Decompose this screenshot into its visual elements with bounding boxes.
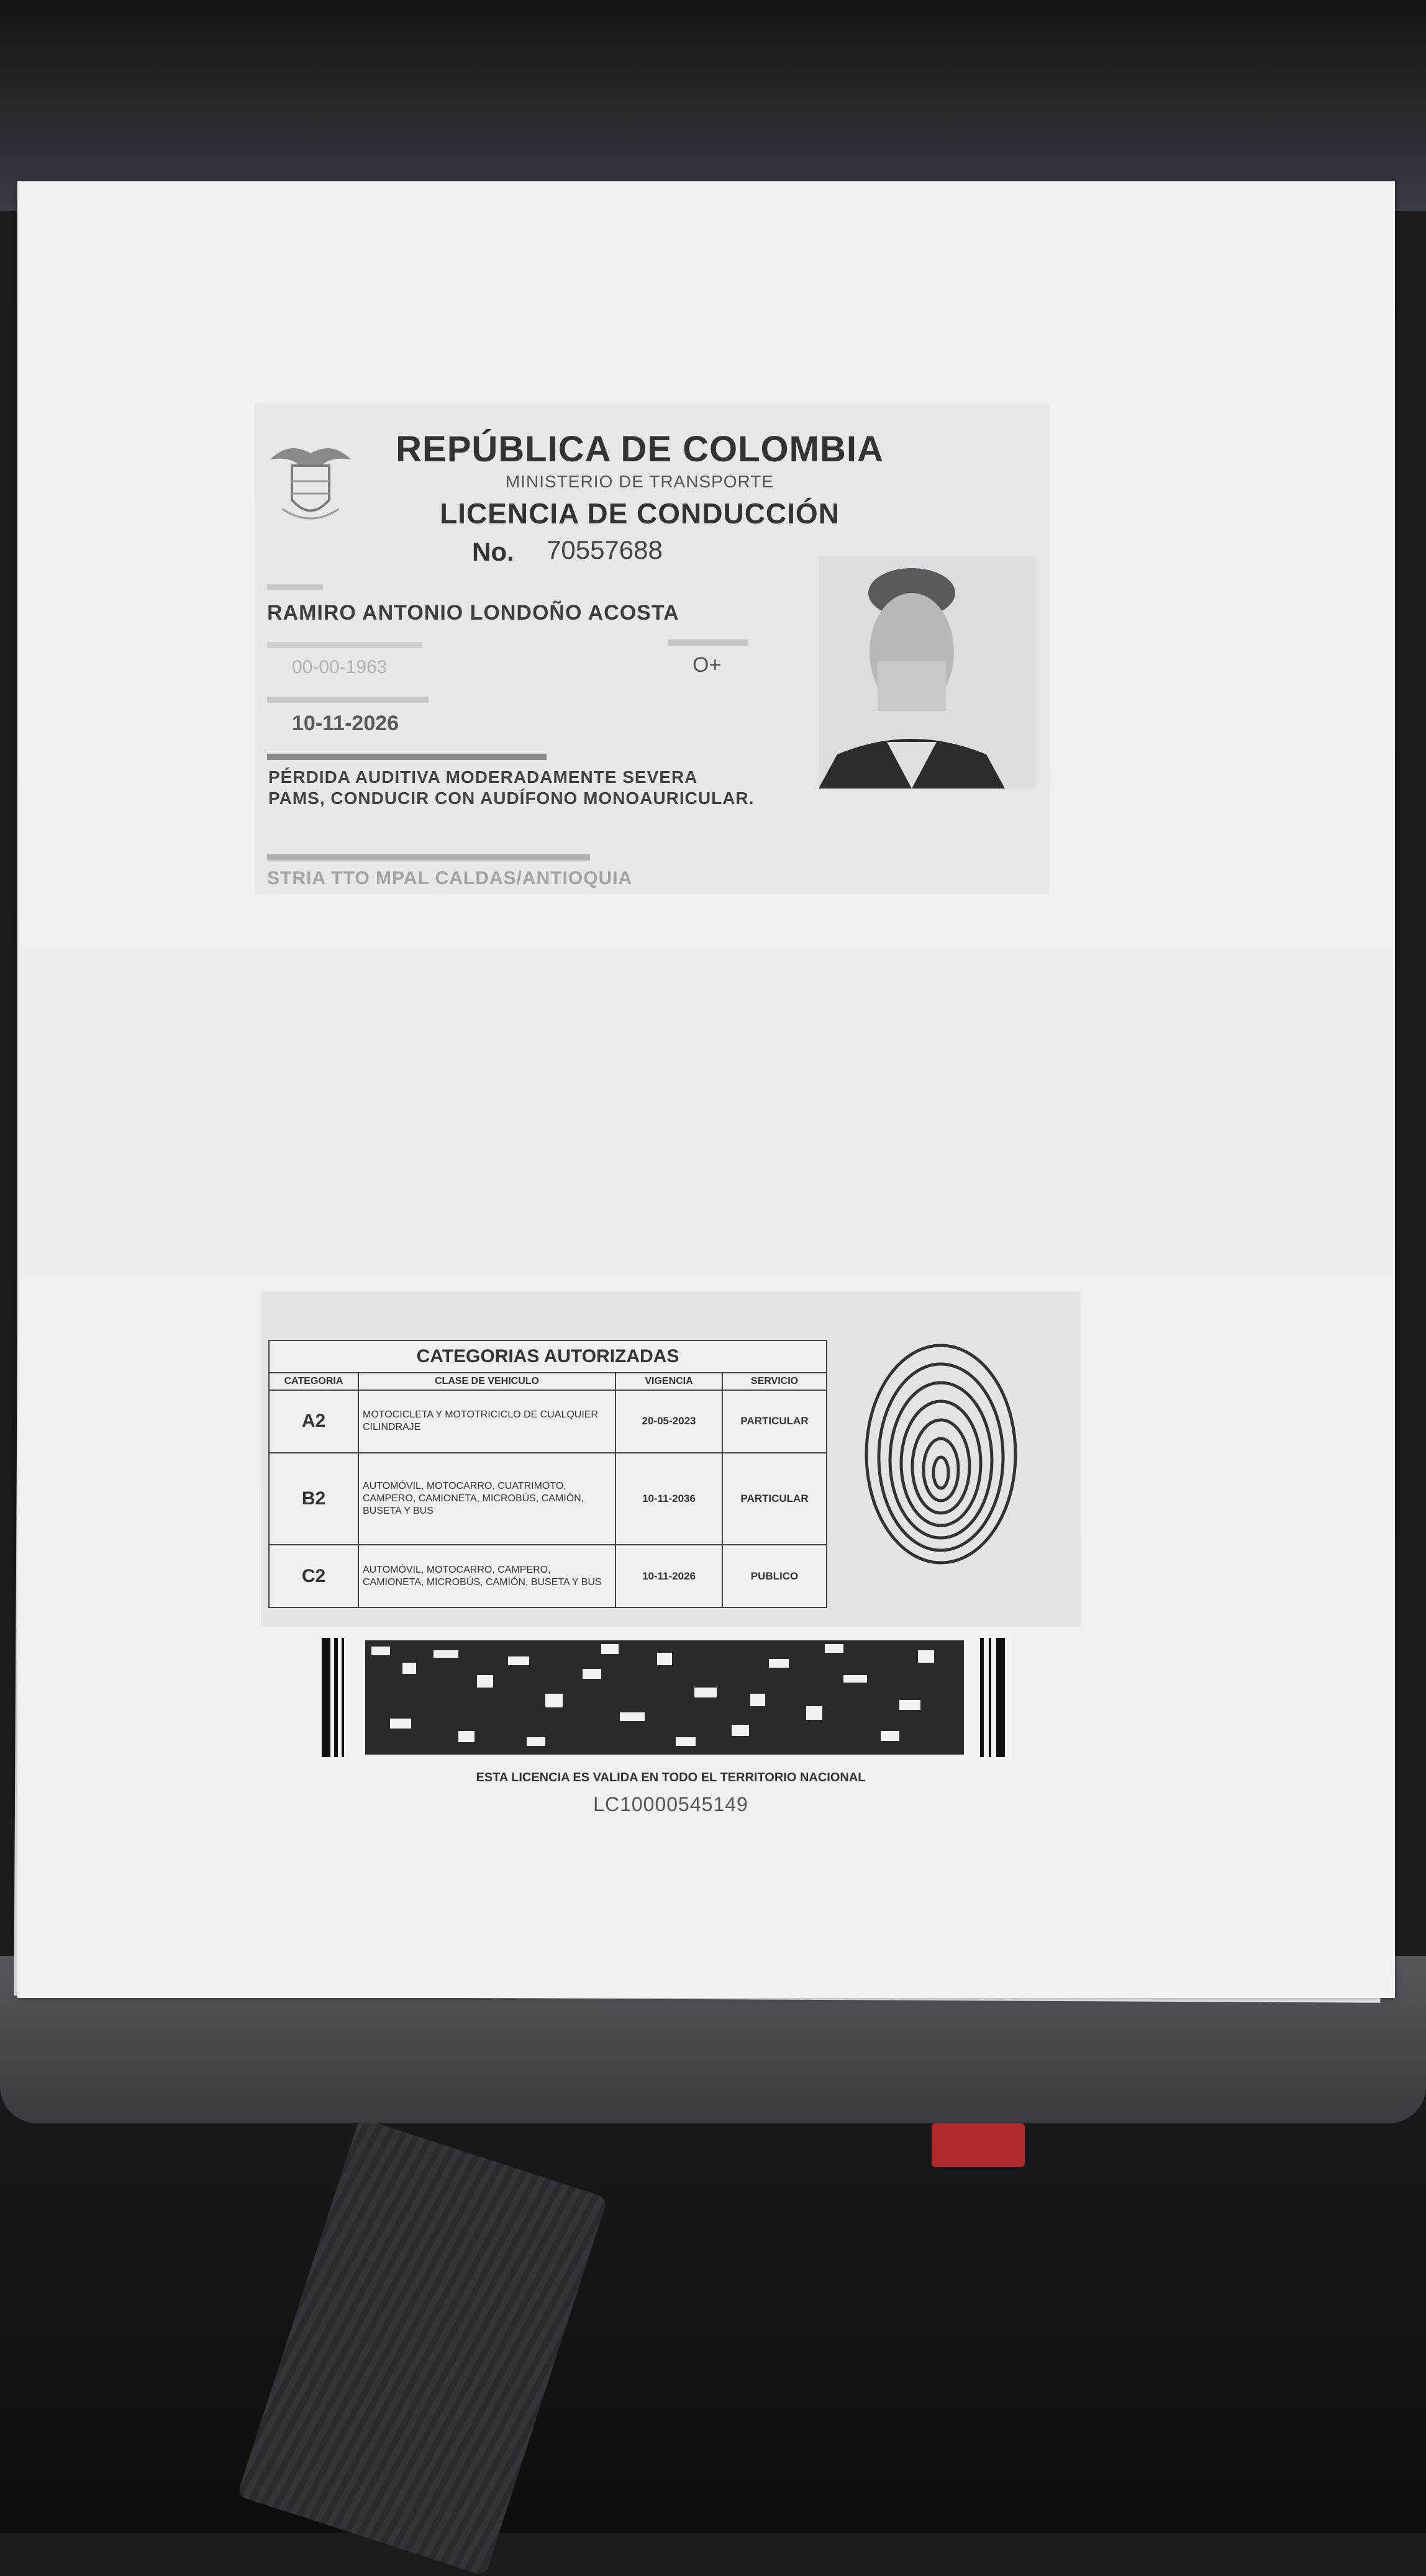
category-code: A2	[269, 1390, 358, 1453]
issue-date-label-bar	[267, 697, 429, 703]
table-row	[269, 1390, 827, 1453]
category-code: C2	[269, 1545, 358, 1607]
organism-label-bar	[267, 854, 590, 861]
ministry-heading: MINISTERIO DE TRANSPORTE	[505, 472, 774, 491]
validity-date: 10-11-2026	[615, 1545, 722, 1607]
background-top	[0, 0, 1426, 211]
holder-dob: 00-00-1963	[292, 657, 388, 677]
lc-number: LC10000545149	[593, 1793, 748, 1815]
holder-name: RAMIRO ANTONIO LONDOÑO ACOSTA	[267, 601, 679, 625]
column-header-service: SERVICIO	[722, 1373, 827, 1390]
name-label-bar	[267, 584, 323, 590]
restrictions-label-bar	[267, 754, 547, 760]
vehicle-class: AUTOMÓVIL, MOTOCARRO, CUATRIMOTO, CAMPERO, CAMIONETA, MICROBÚS, CAMIÓN, BUSETA Y BUS	[358, 1453, 615, 1545]
fingerprint-icon	[860, 1330, 1022, 1591]
category-code: B2	[269, 1453, 358, 1545]
coat-of-arms-icon	[264, 435, 357, 534]
vehicle-class: AUTOMÓVIL, MOTOCARRO, CAMPERO, CAMIONETA, MICROBÚS, CAMIÓN, BUSETA Y BUS	[358, 1545, 615, 1607]
table-row	[269, 1453, 827, 1545]
column-header-category: CATEGORIA	[269, 1373, 358, 1390]
restriction-line-1: PÉRDIDA AUDITIVA MODERADAMENTE SEVERA	[268, 767, 698, 787]
issue-date: 10-11-2026	[292, 712, 399, 735]
document-type-heading: LICENCIA DE CONDUCCIÓN	[440, 497, 840, 530]
categories-table	[268, 1340, 827, 1608]
column-header-vehicle-class: CLASE DE VEHICULO	[358, 1373, 615, 1390]
pdf417-barcode	[322, 1632, 1012, 1763]
license-number: 70557688	[547, 535, 663, 564]
seatbelt-buckle	[932, 2123, 1025, 2167]
service-type: PARTICULAR	[722, 1453, 827, 1545]
license-number-label: No.	[472, 537, 514, 566]
restriction-line-2: PAMS, CONDUCIR CON AUDÍFONO MONOAURICULAR.	[268, 789, 755, 808]
categories-title: CATEGORIAS AUTORIZADAS	[269, 1340, 827, 1373]
column-header-validity: VIGENCIA	[615, 1373, 722, 1390]
vehicle-class: MOTOCICLETA Y MOTOTRICICLO DE CUALQUIER CILINDRAJE	[358, 1390, 615, 1453]
validity-date: 20-05-2023	[615, 1390, 722, 1453]
transit-organism: STRIA TTO MPAL CALDAS/ANTIOQUIA	[267, 868, 633, 888]
country-heading: REPÚBLICA DE COLOMBIA	[396, 429, 884, 469]
blood-type: O+	[693, 653, 722, 677]
blood-type-label-bar	[668, 639, 748, 646]
service-type: PUBLICO	[722, 1545, 827, 1607]
dob-label-bar	[267, 642, 422, 648]
validity-date: 10-11-2036	[615, 1453, 722, 1545]
validity-note: ESTA LICENCIA ES VALIDA EN TODO EL TERRITORIO NACIONAL	[476, 1771, 866, 1784]
holder-photo	[819, 556, 1036, 789]
service-type: PARTICULAR	[722, 1390, 827, 1453]
table-row	[269, 1545, 827, 1607]
